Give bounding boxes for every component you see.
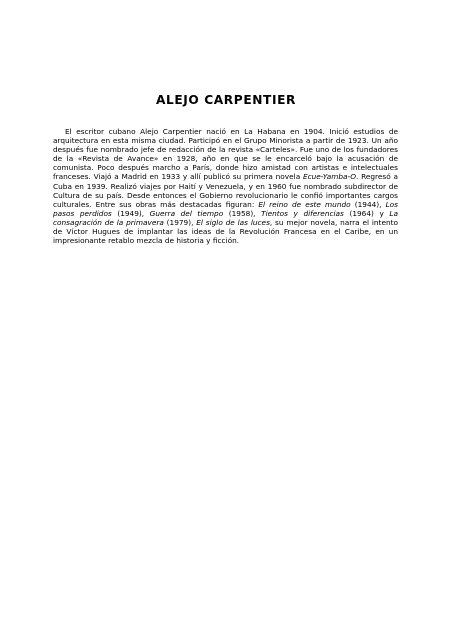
text-segment: , su mejor novela, narra el intento de Víctor Hugues de implantar las ideas de la Revolución Francesa en el Caribe, en un impresionante retablo mezcla de historia y ficción. [53,217,398,246]
work-title: El reino de este mundo [258,199,351,209]
biography-paragraph [53,127,398,245]
work-title: Tientos y diferencias [261,208,344,218]
text-segment: (1958), [223,208,262,218]
page-title: ALEJO CARPENTIER [155,93,297,107]
text-segment: (1979), [163,217,197,227]
work-title: La consagración de la primavera [53,208,398,227]
work-title: El siglo de las luces [196,217,270,227]
text-segment: . Regresó a Cuba en 1939. Realizó viajes por Haití y Venezuela, y en 1960 fue nombrado subdirector de Cultura de su país. Desde entonces el Gobierno revolucionario le confió importantes cargos culturales. Entre sus obras más destacadas figuran: [53,172,398,209]
text-segment: (1964) y [343,208,390,218]
work-title: Los pasos perdidos [53,199,398,218]
work-title: Guerra del tiempo [149,208,224,218]
text-segment: El escritor cubano Alejo Carpentier nació en La Habana en 1904. Inició estudios de arquitectura en esta misma ciudad. Participó en el Grupo Minorista a partir de 1923. Un año después fue nombrado jefe de redacción de la revista «Carteles». Fue uno de los fundadores de la «Revista de Avance» en 1928, año en que se le encarceló bajo la acusación de comunista. Poco después marcho a París, donde hizo amistad con artistas e intelectuales franceses. Viajó a Madrid en 1933 y allí publicó su primera novela [53,127,398,182]
text-segment: (1949), [111,208,150,218]
text-segment: (1944), [350,199,386,209]
work-title: Ecue-Yamba-O [302,172,356,182]
